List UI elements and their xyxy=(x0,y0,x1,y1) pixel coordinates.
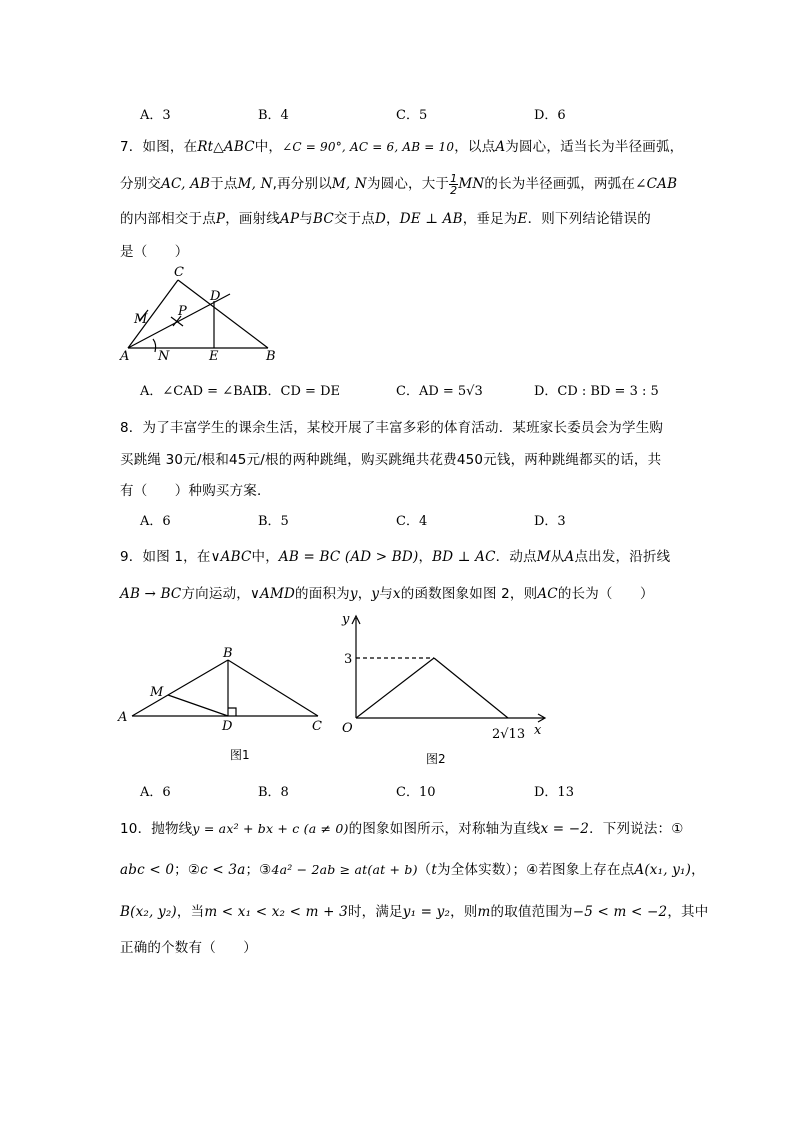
q10-math: −5 < m < −2 xyxy=(572,904,668,920)
q9-line-1 xyxy=(120,545,670,565)
label-p: P xyxy=(178,304,187,319)
q10-math: x = −2 xyxy=(540,821,590,837)
q10-math: m < x₁ < x₂ < m + 3 xyxy=(204,904,348,920)
label-m: M xyxy=(150,685,164,700)
q7-text: 为圆心，适当长为半径画弧， xyxy=(505,139,684,155)
q7-math: ∠C = 90°, AC = 6, AB = 10 xyxy=(282,140,455,154)
q9-math: A xyxy=(564,549,575,565)
q7-math: MN xyxy=(458,176,485,192)
q6-option-d: D．6 xyxy=(534,108,566,123)
q7-option-c: C．AD = 5√3 xyxy=(396,384,483,399)
fraction-denominator: 2 xyxy=(450,183,458,197)
graph-rising xyxy=(356,658,434,718)
q7-math: DE ⊥ AB xyxy=(399,211,463,227)
q7-option-b: B．CD = DE xyxy=(258,384,340,399)
q9-math: y xyxy=(349,586,358,602)
q10-text: 时，满足 xyxy=(347,904,403,920)
q9-text: 方向运动， xyxy=(181,586,250,602)
q7-number: 7． xyxy=(120,139,143,155)
q10-math: c < 3a xyxy=(200,862,246,878)
q6-option-c: C．5 xyxy=(396,108,428,123)
q10-text: ．下列说法：① xyxy=(589,821,684,837)
label-a: A xyxy=(118,710,128,725)
segment-md xyxy=(168,695,228,716)
q10-text: ， xyxy=(691,862,705,878)
q7-math: ∠CAB xyxy=(635,176,678,192)
q9-figure-2-caption: 图2 xyxy=(426,752,446,766)
q9-text: 的面积为 xyxy=(295,586,350,602)
q7-math: M, N xyxy=(237,176,273,192)
q7-text: ，垂足为 xyxy=(462,211,518,227)
q10-text: （ xyxy=(417,862,432,878)
q6-option-b: B．4 xyxy=(258,108,289,123)
q9-math: M xyxy=(536,549,551,565)
q7-text: 如图，在 xyxy=(142,139,198,155)
q10-text: ；② xyxy=(174,862,201,878)
q10-math: y = ax² + bx + c (a ≠ 0) xyxy=(192,821,349,836)
q9-line-2 xyxy=(120,582,654,602)
q7-fraction xyxy=(449,173,458,196)
q7-math: P xyxy=(215,211,226,227)
q9-text: 从 xyxy=(550,549,565,565)
label-m: M xyxy=(134,312,148,327)
q9-text: 中， xyxy=(251,549,279,565)
q7-text: 与 xyxy=(299,211,313,227)
label-b: B xyxy=(223,646,233,661)
q6-option-a: A．3 xyxy=(140,108,171,123)
segment-ab xyxy=(132,660,228,716)
q9-math: BD ⊥ AC xyxy=(432,549,496,565)
q9-figure-1-caption: 图1 xyxy=(230,748,250,762)
q7-math: E xyxy=(517,211,528,227)
arc-n xyxy=(153,339,156,352)
q8-option-a: A．6 xyxy=(140,514,171,529)
q7-option-d: D．CD : BD = 3 : 5 xyxy=(534,384,659,399)
q10-text: 10．抛物线 xyxy=(120,821,193,837)
label-b: B xyxy=(266,349,276,364)
q9-math: y xyxy=(371,586,380,602)
q7-text: ,再分别以 xyxy=(272,176,332,192)
label-y: y xyxy=(342,612,350,627)
q8-option-c: C．4 xyxy=(396,514,428,529)
q9-text: 与 xyxy=(379,586,393,602)
q10-line-4: 正确的个数有（ ） xyxy=(120,940,257,956)
q7-text: 中， xyxy=(254,139,283,155)
q9-text: ， xyxy=(418,549,433,565)
q10-text: 的取值范围为 xyxy=(490,904,573,920)
segment-bc xyxy=(228,660,318,716)
q7-math: Rt△ABC xyxy=(197,139,255,155)
q8-option-b: B．5 xyxy=(258,514,289,529)
q8-option-d: D．3 xyxy=(534,514,566,529)
label-a: A xyxy=(120,349,130,364)
q7-text: ，以点 xyxy=(454,139,496,155)
q9-option-c: C．10 xyxy=(396,785,436,800)
q7-math: BC xyxy=(312,211,334,227)
label-e: E xyxy=(209,349,219,364)
fraction-numerator: 1 xyxy=(450,171,458,185)
q9-math: AB → BC xyxy=(120,586,182,602)
q7-triangle-figure xyxy=(118,260,298,366)
q7-text: ，画射线 xyxy=(225,211,281,227)
q10-text: ，当 xyxy=(176,904,205,920)
q10-text: ，其中 xyxy=(667,904,709,920)
q9-option-b: B．8 xyxy=(258,785,289,800)
q10-math: B(x₂, y₂) xyxy=(120,904,177,920)
q7-text: ．则下列结论错误的 xyxy=(527,211,651,227)
q9-figure-1 xyxy=(116,644,330,740)
q10-math: A(x₁, y₁) xyxy=(634,862,692,878)
label-2sqrt13: 2√13 xyxy=(492,727,526,742)
q8-line-1: 8．为了丰富学生的课余生活，某校开展了丰富多彩的体育活动．某班家长委员会为学生购 xyxy=(120,420,664,436)
q7-text: 的长为半径画弧，两弧在 xyxy=(484,176,636,192)
q9-math: x xyxy=(392,586,401,602)
q7-text: 分别交 xyxy=(120,176,162,192)
q9-text: ， xyxy=(357,586,372,602)
graph-falling xyxy=(434,658,508,718)
q7-text: ， xyxy=(386,211,400,227)
label-c: C xyxy=(174,265,184,280)
q10-math: y₁ = y₂ xyxy=(402,904,451,920)
q10-text: ，则 xyxy=(450,904,478,920)
q10-text: 的图象如图所示，对称轴为直线 xyxy=(348,821,541,837)
label-x: x xyxy=(534,723,542,738)
q7-line-1 xyxy=(120,135,683,155)
q10-line-3 xyxy=(120,900,708,920)
q7-math: A xyxy=(495,139,506,155)
q7-line-2 xyxy=(120,172,677,196)
q10-line-2 xyxy=(120,858,705,878)
label-n: N xyxy=(158,349,170,364)
q9-text: 9．如图 1，在 xyxy=(120,549,211,565)
q7-math: AP xyxy=(280,211,300,227)
q9-text: 点出发，沿折线 xyxy=(574,549,671,565)
q10-math: m xyxy=(477,904,491,920)
q7-math: D xyxy=(374,211,386,227)
q8-line-3: 有（ ）种购买方案． xyxy=(120,483,271,499)
q10-text: 为全体实数）；④若图象上存在点 xyxy=(437,862,635,878)
q10-math: 4a² − 2ab ≥ at(at + b) xyxy=(271,862,418,877)
q7-math: AC, AB xyxy=(161,176,211,192)
q7-text: 为圆心，大于 xyxy=(366,176,450,192)
q7-option-a: A．∠CAD = ∠BAD xyxy=(140,384,263,399)
q9-option-d: D．13 xyxy=(534,785,574,800)
q9-figure-2 xyxy=(336,610,550,746)
label-d: D xyxy=(222,719,233,734)
q9-math: AB = BC (AD > BD) xyxy=(278,549,419,565)
label-d: D xyxy=(210,289,221,304)
label-three: 3 xyxy=(344,652,353,667)
q9-text: ．动点 xyxy=(495,549,537,565)
q9-math: AC xyxy=(537,586,558,602)
q9-math: ∨ABC xyxy=(210,549,252,565)
q7-line-4: 是（ ） xyxy=(120,244,189,260)
right-angle-mark xyxy=(228,708,236,716)
label-c: C xyxy=(312,719,322,734)
label-o: O xyxy=(342,721,353,736)
q10-line-1 xyxy=(120,817,684,837)
q10-math: t xyxy=(431,862,438,878)
q10-text: ；③ xyxy=(245,862,272,878)
q9-option-a: A．6 xyxy=(140,785,171,800)
q9-math: ∨AMD xyxy=(249,586,296,602)
q8-line-2: 买跳绳 30元/根和45元/根的两种跳绳，购买跳绳共花费450元钱，两种跳绳都买的话，共 xyxy=(120,452,662,468)
q9-text: 的函数图象如图 2，则 xyxy=(400,586,538,602)
q7-text: 于点 xyxy=(210,176,238,192)
q9-text: 的长为（ ） xyxy=(557,586,654,602)
q10-math: abc < 0 xyxy=(120,862,175,878)
q7-text: 的内部相交于点 xyxy=(120,211,216,227)
q7-line-3 xyxy=(120,207,651,227)
q7-text: 交于点 xyxy=(333,211,375,227)
q7-math: M, N xyxy=(331,176,367,192)
